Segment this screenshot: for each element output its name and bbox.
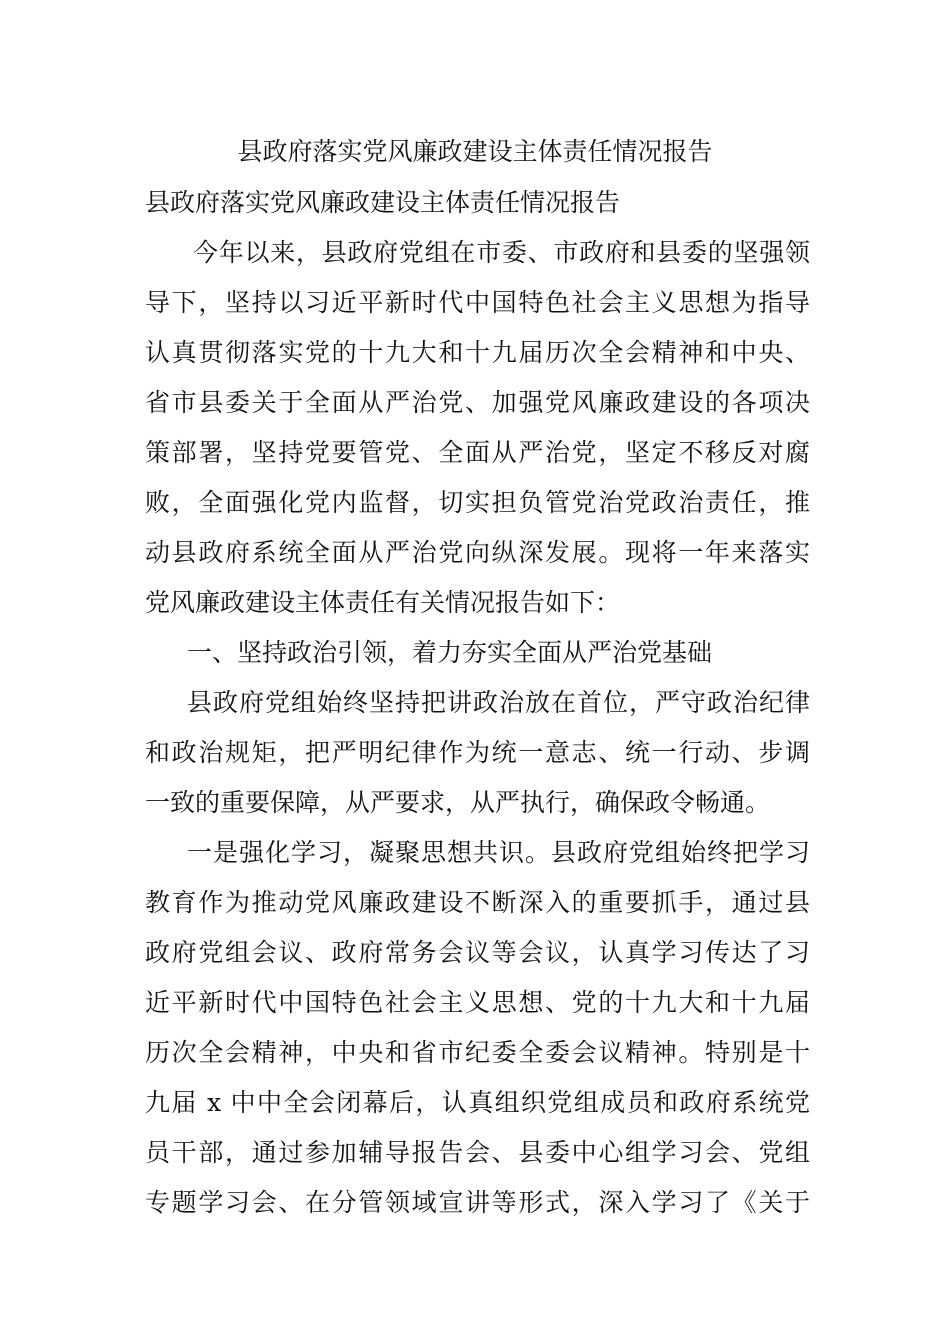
- text-line: 九届 x 中中全会闭幕后，认真组织党组成员和政府系统党: [145, 1088, 810, 1117]
- text-line: 一致的重要保障，从严要求，从严执行，确保政令畅通。: [145, 788, 771, 817]
- document-body: [145, 178, 810, 1228]
- text-line: 近平新时代中国特色社会主义思想、党的十九大和十九届: [145, 988, 810, 1017]
- text-line: 历次全会精神，中央和省市纪委全委会议精神。特别是十: [145, 1038, 810, 1067]
- text-line: 今年以来，县政府党组在市委、市政府和县委的坚强领: [193, 238, 810, 267]
- text-line: 省市县委关于全面从严治党、加强党风廉政建设的各项决: [145, 388, 810, 417]
- text-line: 政府党组会议、政府常务会议等会议，认真学习传达了习: [145, 938, 810, 967]
- text-line: 动县政府系统全面从严治党向纵深发展。现将一年来落实: [145, 538, 810, 567]
- text-line: 一是强化学习，凝聚思想共识。县政府党组始终把学习: [187, 838, 810, 867]
- text-line: 县政府党组始终坚持把讲政治放在首位，严守政治纪律: [187, 688, 810, 717]
- text-line: 党风廉政建设主体责任有关情况报告如下：: [145, 588, 621, 617]
- text-line: 认真贯彻落实党的十九大和十九届历次全会精神和中央、: [145, 338, 810, 367]
- document-subtitle: 县政府落实党风廉政建设主体责任情况报告: [145, 188, 621, 217]
- text-line: 教育作为推动党风廉政建设不断深入的重要抓手，通过县: [145, 888, 810, 917]
- text-line: 导下，坚持以习近平新时代中国特色社会主义思想为指导: [145, 288, 810, 317]
- text-line: 员干部，通过参加辅导报告会、县委中心组学习会、党组: [145, 1138, 810, 1167]
- document-title: 县政府落实党风廉政建设主体责任情况报告: [237, 137, 713, 166]
- text-line: 一、坚持政治引领，着力夯实全面从严治党基础: [187, 638, 713, 667]
- text-line: 专题学习会、在分管领域宣讲等形式，深入学习了《关于: [145, 1188, 810, 1217]
- text-line: 败，全面强化党内监督，切实担负管党治党政治责任，推: [145, 488, 810, 517]
- text-line: 和政治规矩，把严明纪律作为统一意志、统一行动、步调: [145, 738, 810, 767]
- text-line: 策部署，坚持党要管党、全面从严治党，坚定不移反对腐: [145, 438, 810, 467]
